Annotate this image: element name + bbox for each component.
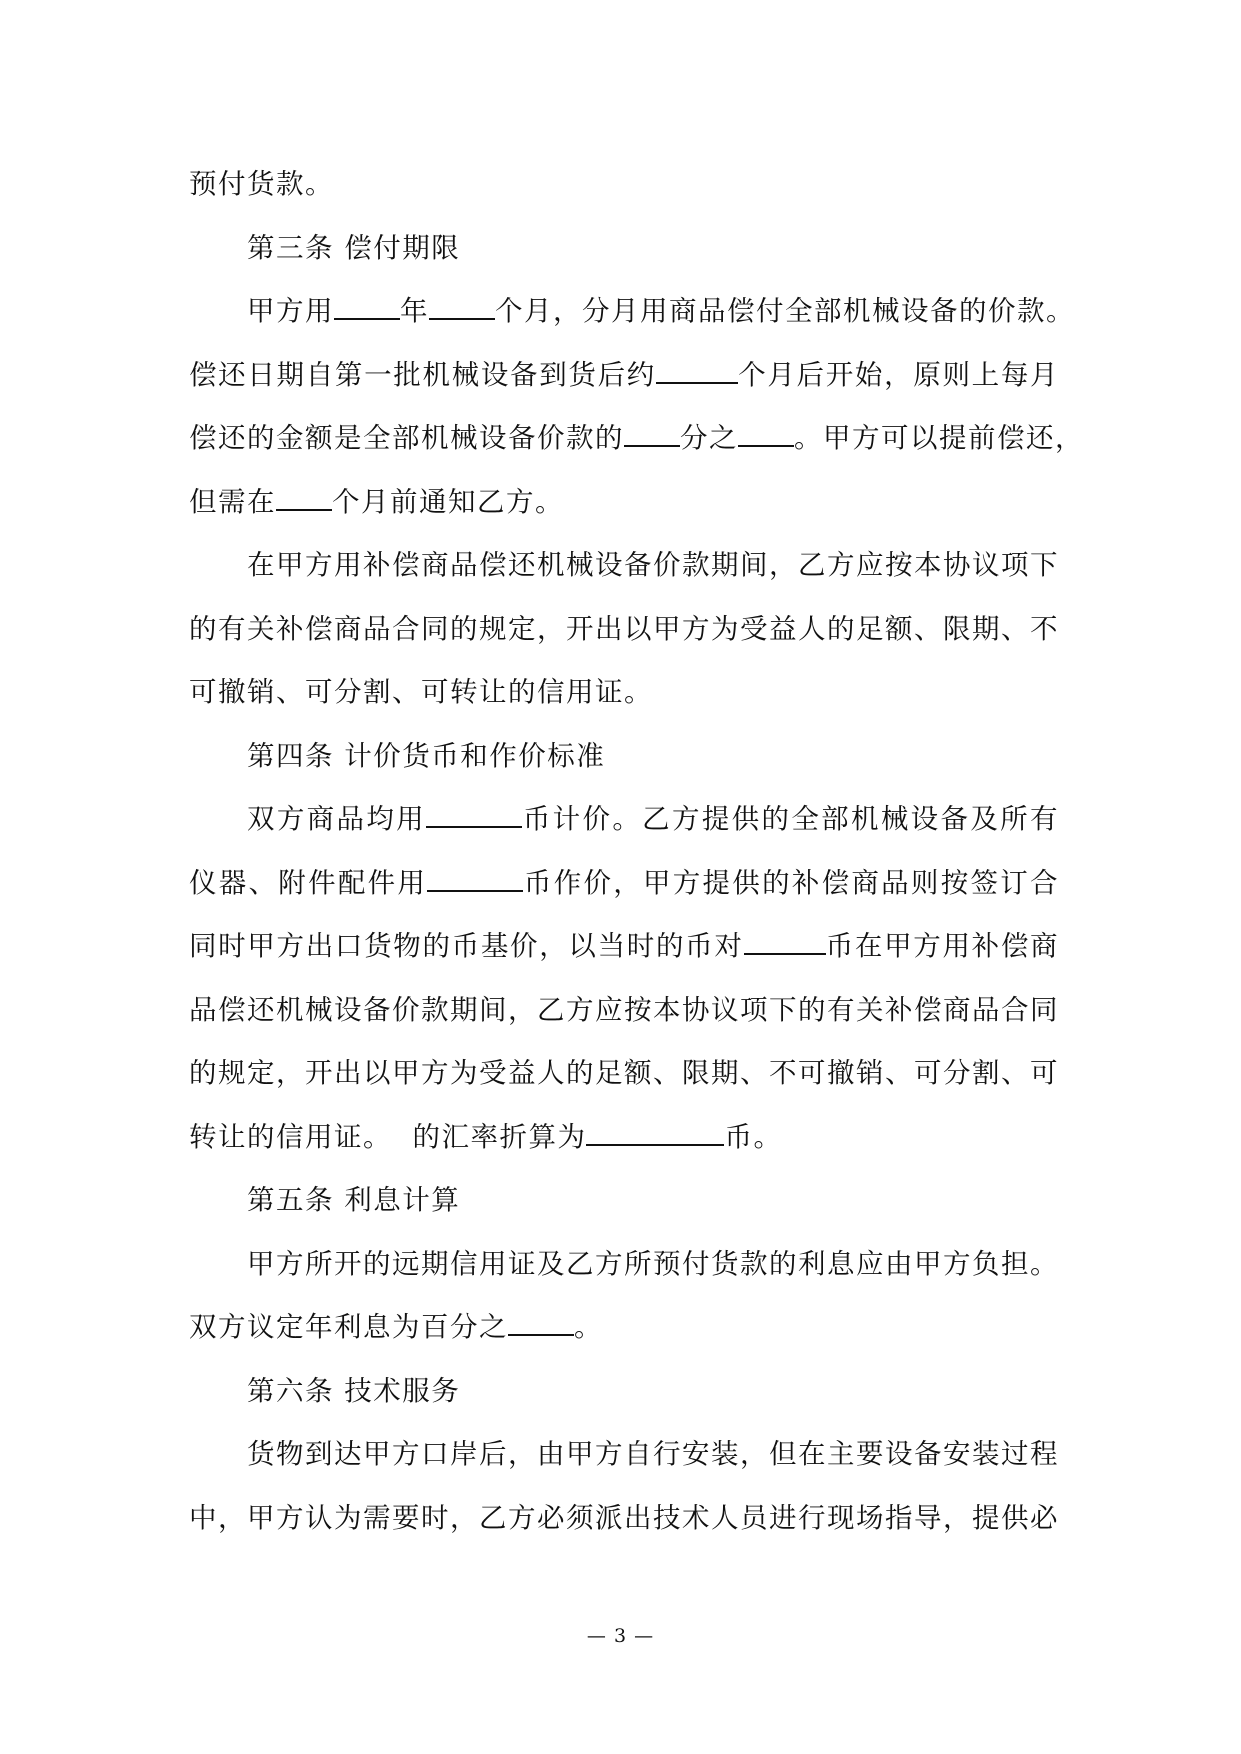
paragraph-line: 偿还日期自第一批机械设备到货后约 个月后开始，原则上每月 — [189, 355, 1059, 395]
paragraph-line: 的有关补偿商品合同的规定，开出以甲方为受益人的足额、限期、不 — [189, 613, 1059, 645]
fill-in-blank[interactable] — [624, 418, 680, 447]
paragraph-line: 在甲方用补偿商品偿还机械设备价款期间，乙方应按本协议项下 — [247, 549, 1059, 581]
paragraph-line: 的规定，开出以甲方为受益人的足额、限期、不可撤销、可分割、可 — [189, 1057, 1059, 1089]
paragraph-line: 偿还的金额是全部机械设备价款的 分之 。甲方可以提前偿还， — [189, 418, 1059, 458]
paragraph-line: 同时甲方出口货物的币基价，以当时的币对 币在甲方用补偿商 — [189, 926, 1059, 966]
fill-in-blank[interactable] — [427, 863, 523, 892]
fill-in-blank[interactable] — [738, 418, 794, 447]
fill-in-blank[interactable] — [426, 799, 522, 828]
paragraph-line: 双方商品均用 币计价。乙方提供的全部机械设备及所有 — [247, 799, 1059, 839]
paragraph-line: 甲方用 年 个月，分月用商品偿付全部机械设备的价款。 — [247, 291, 1059, 331]
article-heading: 第四条 计价货币和作价标准 — [247, 740, 606, 772]
fill-in-blank[interactable] — [334, 291, 400, 320]
fill-in-blank[interactable] — [429, 291, 495, 320]
article-heading: 第五条 利息计算 — [247, 1184, 461, 1216]
fill-in-blank[interactable] — [276, 482, 332, 511]
fill-in-blank[interactable] — [656, 355, 738, 384]
page-number: — 3 — — [586, 1625, 655, 1647]
paragraph-line: 可撤销、可分割、可转让的信用证。 — [189, 676, 653, 708]
paragraph-line: 但需在 个月前通知乙方。 — [189, 482, 1059, 522]
paragraph-line: 甲方所开的远期信用证及乙方所预付货款的利息应由甲方负担。 — [247, 1248, 1059, 1280]
paragraph-line: 双方议定年利息为百分之 。 — [189, 1307, 1059, 1347]
paragraph-line: 品偿还机械设备价款期间，乙方应按本协议项下的有关补偿商品合同 — [189, 994, 1059, 1026]
article-heading: 第三条 偿付期限 — [247, 232, 461, 264]
paragraph-line: 转让的信用证。 的汇率折算为 币。 — [189, 1117, 1059, 1157]
fill-in-blank[interactable] — [744, 926, 826, 955]
paragraph-line: 预付货款。 — [189, 168, 334, 200]
fill-in-blank[interactable] — [586, 1117, 724, 1146]
fill-in-blank[interactable] — [508, 1307, 574, 1336]
paragraph-line: 仪器、附件配件用 币作价，甲方提供的补偿商品则按签订合 — [189, 863, 1059, 903]
paragraph-line: 中，甲方认为需要时，乙方必须派出技术人员进行现场指导，提供必 — [189, 1502, 1059, 1534]
paragraph-line: 货物到达甲方口岸后，由甲方自行安装，但在主要设备安装过程 — [247, 1438, 1059, 1470]
article-heading: 第六条 技术服务 — [247, 1375, 461, 1407]
